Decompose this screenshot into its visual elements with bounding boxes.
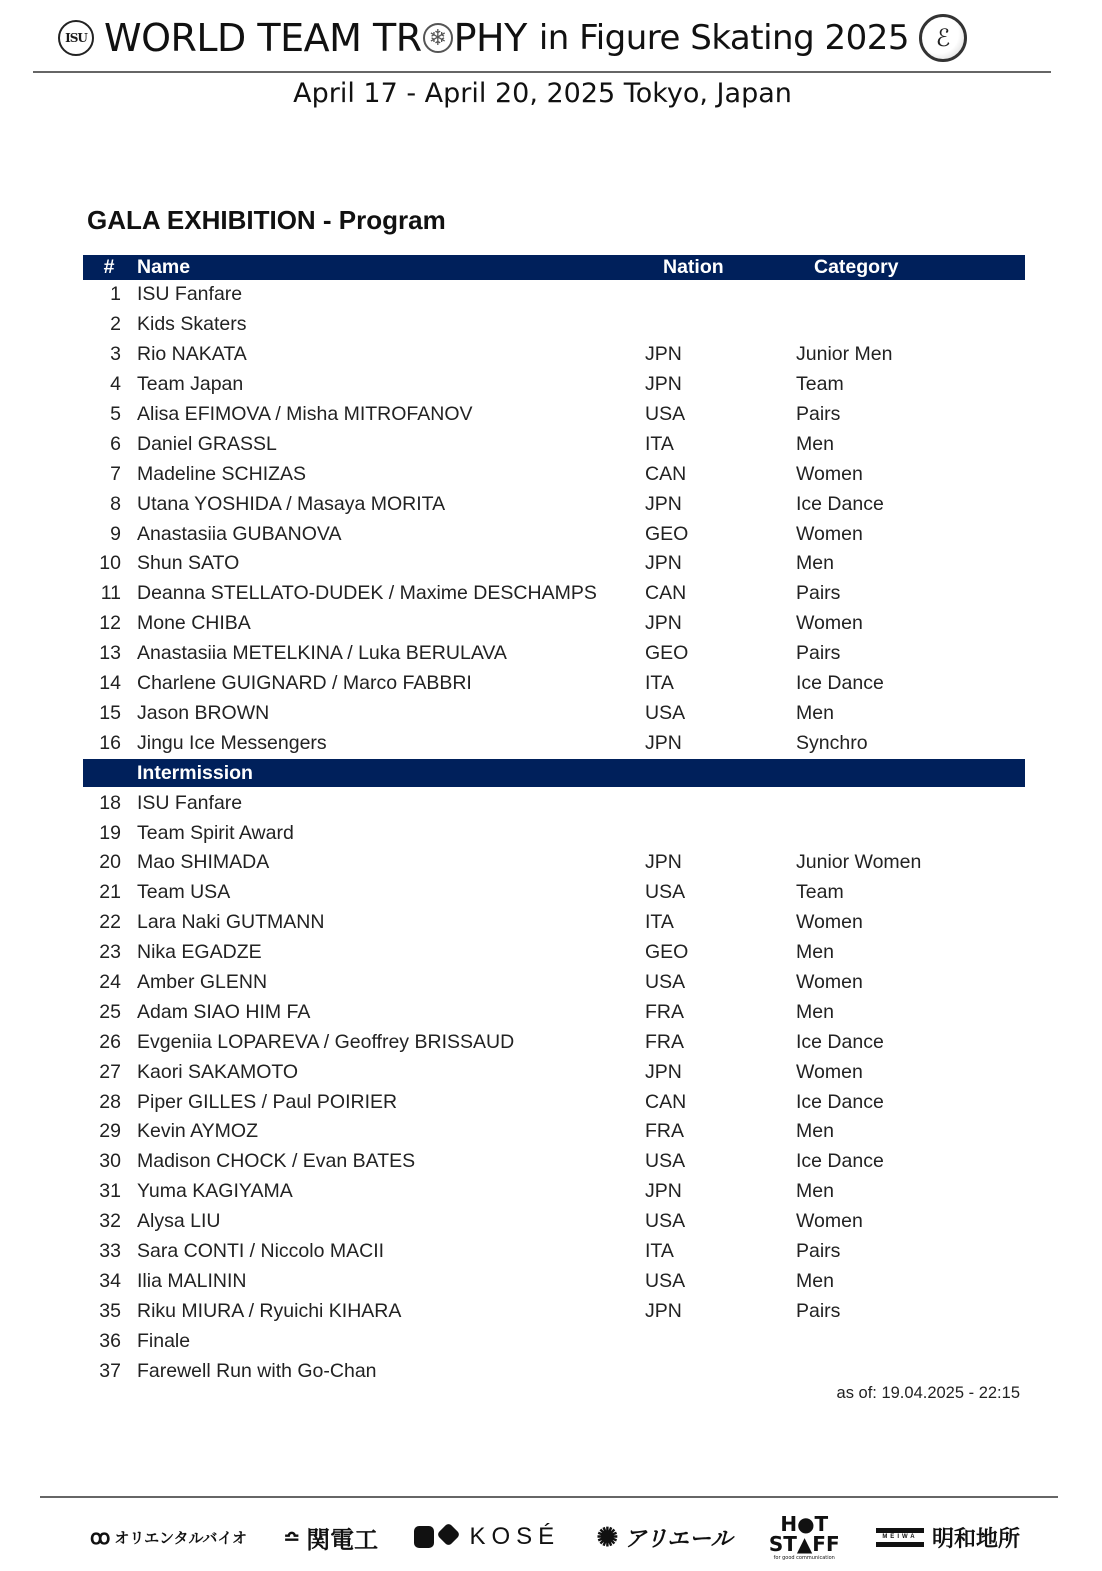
row-name: Madeline SCHIZAS: [137, 462, 307, 485]
row-nation: ITA: [645, 432, 674, 455]
row-name: Yuma KAGIYAMA: [137, 1180, 293, 1203]
row-name: Amber GLENN: [137, 971, 268, 994]
row-nation: ITA: [645, 911, 674, 934]
as-of-timestamp: as of: 19.04.2025 - 22:15: [836, 1384, 1020, 1402]
event-title: [104, 16, 527, 60]
row-nation: USA: [645, 1150, 686, 1173]
row-number: 5: [110, 403, 121, 425]
row-category: Men: [796, 432, 834, 455]
table-row: [83, 997, 1025, 1027]
sponsor-hot-staff: [768, 1511, 840, 1561]
row-number: 9: [110, 522, 121, 545]
table-row: [83, 280, 1025, 310]
row-number: 14: [99, 672, 121, 695]
footer-divider: [40, 1496, 1058, 1498]
title-part1: WORLD TEAM TR: [104, 16, 422, 60]
isu-logo-icon: ISU: [58, 20, 94, 56]
row-nation: GEO: [645, 941, 689, 964]
row-name: Farewell Run with Go-Chan: [137, 1359, 377, 1382]
row-nation: JPN: [645, 373, 682, 396]
table-row: [83, 639, 1025, 669]
sponsor-oriental-bio: [90, 1525, 247, 1550]
intermission-row: [83, 759, 1025, 787]
table-row: [83, 938, 1025, 968]
row-category: Pairs: [796, 1240, 841, 1263]
row-name: Anastasiia METELKINA / Luka BERULAVA: [137, 642, 507, 665]
sponsor-meiwa: [876, 1522, 1020, 1553]
row-name: Nika EGADZE: [137, 941, 262, 964]
row-name: Alisa EFIMOVA / Misha MITROFANOV: [137, 403, 473, 425]
row-category: Ice Dance: [796, 1090, 884, 1113]
row-number: 19: [99, 821, 121, 844]
row-number: 1: [110, 283, 121, 306]
row-number: 29: [99, 1120, 121, 1143]
table-row: [83, 1207, 1025, 1237]
row-category: Men: [796, 1120, 834, 1143]
row-number: 11: [100, 582, 121, 605]
table-row: [83, 310, 1025, 340]
row-nation: CAN: [645, 582, 687, 605]
hot-staff-tagline: for good communication: [773, 1554, 835, 1561]
row-name: Team Japan: [137, 373, 244, 396]
row-name: Alysa LIU: [137, 1210, 221, 1233]
row-number: 34: [99, 1269, 121, 1292]
row-number: 6: [110, 432, 121, 455]
row-name: Kaori SAKAMOTO: [137, 1060, 299, 1083]
sponsor-bar: [90, 1512, 1020, 1562]
row-nation: JPN: [645, 552, 682, 575]
row-number: 15: [99, 701, 121, 724]
row-name: Team Spirit Award: [137, 821, 294, 844]
row-name: Shun SATO: [137, 552, 240, 575]
ariel-logo-icon: ✺: [596, 1521, 619, 1552]
row-number: 16: [99, 731, 121, 754]
header-nation: Nation: [663, 256, 724, 278]
row-category: Team: [796, 373, 844, 396]
table-row: [83, 818, 1025, 848]
row-category: Ice Dance: [796, 1030, 884, 1053]
event-title-sub: in Figure Skating 2025: [538, 18, 909, 58]
header-num: #: [103, 256, 115, 278]
row-category: Men: [796, 941, 834, 964]
row-nation: ITA: [645, 1240, 674, 1263]
row-number: 37: [99, 1359, 121, 1382]
row-number: 30: [99, 1150, 121, 1173]
table-header: [83, 255, 1025, 280]
header-name: Name: [137, 256, 191, 278]
row-number: 2: [110, 313, 121, 336]
row-category: Women: [796, 522, 863, 545]
row-nation: JPN: [645, 1060, 682, 1083]
row-category: Men: [796, 552, 834, 575]
row-number: 28: [99, 1090, 121, 1113]
row-number: 27: [99, 1060, 121, 1083]
row-category: Women: [796, 911, 863, 934]
row-name: Jason BROWN: [137, 701, 270, 724]
header-divider: [33, 71, 1051, 73]
row-category: Team: [796, 881, 844, 904]
kose-text: KOSÉ: [469, 1523, 561, 1550]
table-row: [83, 459, 1025, 489]
intermission-label: Intermission: [137, 761, 253, 784]
table-row: [83, 519, 1025, 549]
row-name: Mao SHIMADA: [137, 851, 270, 874]
row-name: Kids Skaters: [137, 313, 247, 336]
row-nation: JPN: [645, 612, 682, 635]
row-nation: ITA: [645, 672, 674, 695]
table-row: [83, 669, 1025, 699]
row-name: Evgeniia LOPAREVA / Geoffrey BRISSAUD: [137, 1030, 515, 1053]
row-category: Women: [796, 1210, 863, 1233]
table-row: [83, 1237, 1025, 1267]
row-name: Piper GILLES / Paul POIRIER: [137, 1090, 398, 1113]
row-category: Pairs: [796, 642, 841, 665]
row-name: Daniel GRASSL: [137, 432, 277, 455]
table-row: [83, 1087, 1025, 1117]
kandenko-text: 関電工: [306, 1526, 379, 1554]
ariel-text: アリエール: [624, 1525, 733, 1551]
row-nation: CAN: [645, 1090, 687, 1113]
table-row: [83, 848, 1025, 878]
row-nation: FRA: [645, 1030, 684, 1053]
row-nation: JPN: [645, 343, 682, 366]
table-row: [83, 429, 1025, 459]
row-number: 32: [99, 1210, 121, 1233]
table-row: [83, 728, 1025, 758]
row-number: 7: [110, 462, 121, 485]
program-table: [83, 255, 1025, 1386]
row-name: ISU Fanfare: [137, 791, 243, 814]
meiwa-logo-icon: MEIWA: [876, 1528, 924, 1547]
hot-staff-line1: H●T: [780, 1511, 829, 1536]
row-category: Pairs: [796, 403, 841, 425]
row-number: 10: [99, 552, 121, 575]
row-name: Jingu Ice Messengers: [137, 731, 327, 754]
row-number: 23: [99, 941, 121, 964]
kandenko-logo-icon: ≏: [283, 1526, 301, 1549]
table-row: [83, 1177, 1025, 1207]
row-category: Women: [796, 462, 863, 485]
row-number: 35: [99, 1299, 121, 1322]
row-category: Women: [796, 971, 863, 994]
row-nation: USA: [645, 1269, 686, 1292]
row-nation: JPN: [645, 731, 682, 754]
row-name: Rio NAKATA: [137, 343, 247, 366]
table-row: [83, 1027, 1025, 1057]
sponsor-kandenko: [283, 1520, 378, 1555]
row-number: 25: [99, 1000, 121, 1023]
row-name: Anastasiia GUBANOVA: [137, 522, 342, 545]
kose-logo-icon: [414, 1526, 457, 1548]
title-part2: PHY: [453, 16, 527, 60]
row-nation: GEO: [645, 642, 689, 665]
row-number: 31: [99, 1180, 121, 1203]
row-number: 4: [110, 373, 121, 396]
table-row: [83, 1147, 1025, 1177]
table-row: [83, 340, 1025, 370]
row-category: Ice Dance: [796, 492, 884, 515]
row-number: 36: [99, 1329, 121, 1352]
table-row: [83, 1057, 1025, 1087]
row-name: Sara CONTI / Niccolo MACII: [137, 1240, 385, 1263]
row-name: Team USA: [137, 881, 231, 904]
table-row: [83, 1117, 1025, 1147]
event-emblem-icon: ℰ: [919, 14, 967, 62]
rows-before-intermission: [83, 280, 1025, 758]
row-nation: USA: [645, 971, 686, 994]
oriental-bio-logo-icon: ꝏ: [90, 1526, 111, 1549]
table-row: [83, 400, 1025, 430]
row-name: Ilia MALININ: [137, 1269, 247, 1292]
table-row: [83, 968, 1025, 998]
row-category: Junior Women: [796, 851, 922, 874]
row-number: 26: [99, 1030, 121, 1053]
table-row: [83, 370, 1025, 400]
table-row: [83, 698, 1025, 728]
snowflake-o-icon: ❄: [423, 23, 453, 53]
event-dates-location: April 17 - April 20, 2025 Tokyo, Japan: [293, 78, 792, 109]
page-title: GALA EXHIBITION - Program: [87, 205, 446, 235]
table-row: [83, 549, 1025, 579]
hot-staff-line2: ST▲FF: [768, 1531, 840, 1556]
oriental-bio-text: オリエンタルバイオ: [114, 1529, 247, 1547]
row-category: Men: [796, 1000, 834, 1023]
row-category: Pairs: [796, 582, 841, 605]
row-name: Kevin AYMOZ: [137, 1120, 259, 1143]
row-nation: GEO: [645, 522, 689, 545]
row-name: ISU Fanfare: [137, 283, 243, 306]
row-name: Madison CHOCK / Evan BATES: [137, 1150, 416, 1173]
row-category: Synchro: [796, 731, 868, 754]
row-nation: CAN: [645, 462, 687, 485]
row-category: Men: [796, 701, 834, 724]
row-nation: FRA: [645, 1000, 684, 1023]
row-number: 20: [99, 851, 121, 874]
row-nation: USA: [645, 1210, 686, 1233]
row-name: Charlene GUIGNARD / Marco FABBRI: [137, 672, 472, 695]
row-nation: JPN: [645, 492, 682, 515]
row-number: 13: [99, 642, 121, 665]
table-row: [83, 1267, 1025, 1297]
row-number: 12: [99, 612, 121, 635]
row-nation: JPN: [645, 1299, 682, 1322]
row-category: Men: [796, 1269, 834, 1292]
rows-after-intermission: [83, 788, 1025, 1386]
table-row: [83, 1296, 1025, 1326]
row-category: Ice Dance: [796, 672, 884, 695]
row-number: 33: [99, 1240, 121, 1263]
row-nation: FRA: [645, 1120, 684, 1143]
table-row: [83, 579, 1025, 609]
row-category: Women: [796, 612, 863, 635]
row-category: Junior Men: [796, 343, 893, 366]
table-row: [83, 878, 1025, 908]
row-name: Adam SIAO HIM FA: [137, 1000, 311, 1023]
row-name: Mone CHIBA: [137, 612, 251, 635]
event-header: [58, 8, 1038, 68]
header-category: Category: [814, 256, 899, 278]
row-nation: USA: [645, 403, 686, 425]
row-category: Men: [796, 1180, 834, 1203]
row-category: Women: [796, 1060, 863, 1083]
table-row: [83, 908, 1025, 938]
row-name: Lara Naki GUTMANN: [137, 911, 325, 934]
row-name: Finale: [137, 1329, 191, 1352]
table-row: [83, 1326, 1025, 1356]
row-number: 3: [110, 343, 121, 366]
row-number: 8: [110, 492, 121, 515]
row-nation: JPN: [645, 851, 682, 874]
sponsor-ariel: [596, 1522, 732, 1553]
row-name: Riku MIURA / Ryuichi KIHARA: [137, 1299, 402, 1322]
row-number: 18: [99, 791, 121, 814]
row-nation: USA: [645, 701, 686, 724]
row-nation: JPN: [645, 1180, 682, 1203]
table-row: [83, 489, 1025, 519]
row-number: 21: [99, 881, 121, 904]
row-category: Pairs: [796, 1299, 841, 1322]
sponsor-kose: [414, 1523, 560, 1551]
table-row: [83, 609, 1025, 639]
table-row: [83, 1356, 1025, 1386]
row-nation: USA: [645, 881, 686, 904]
row-category: Ice Dance: [796, 1150, 884, 1173]
row-name: Deanna STELLATO-DUDEK / Maxime DESCHAMPS: [137, 582, 597, 605]
meiwa-text: 明和地所: [931, 1525, 1020, 1551]
row-number: 24: [99, 971, 121, 994]
table-row: [83, 788, 1025, 818]
row-name: Utana YOSHIDA / Masaya MORITA: [137, 492, 446, 515]
row-number: 22: [99, 911, 121, 934]
